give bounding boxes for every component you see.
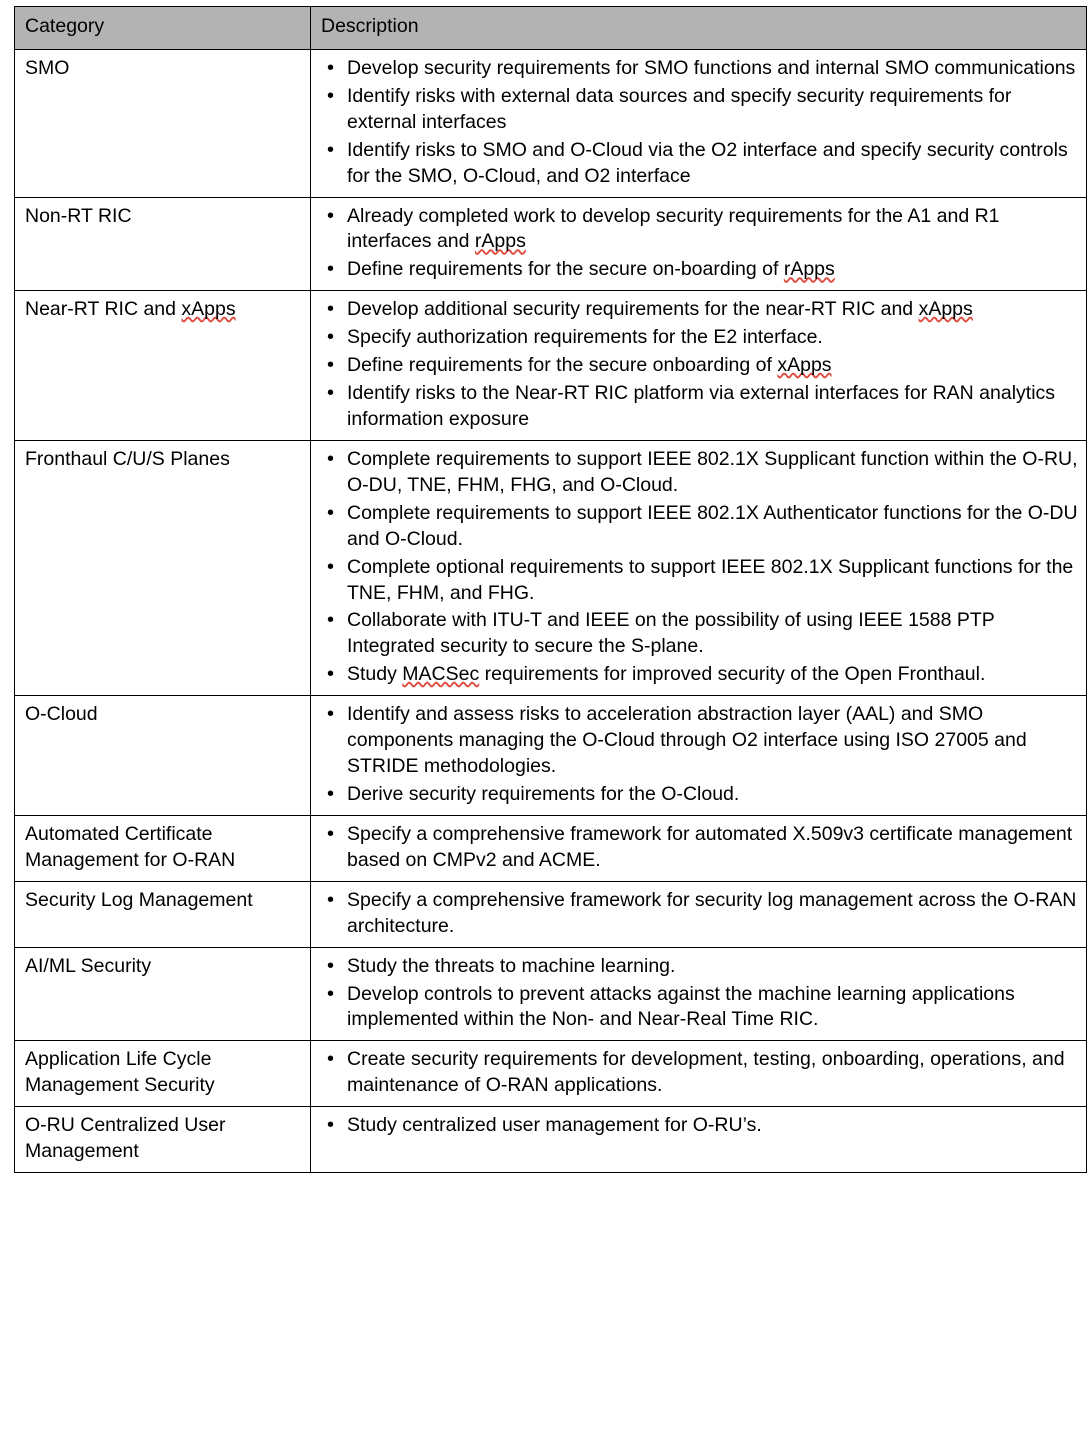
description-bullet-list (321, 1047, 1078, 1099)
category-label: Non-RT RIC (25, 204, 132, 227)
description-bullet-list (321, 954, 1078, 1034)
table-row (15, 696, 1087, 816)
category-cell (15, 881, 311, 947)
table-header (15, 7, 1087, 50)
description-cell (311, 815, 1087, 881)
description-bullet-item: • Define requirements for the secure onboarding of xApps (343, 353, 1078, 379)
description-cell (311, 881, 1087, 947)
table-row (15, 49, 1087, 197)
description-bullet-item: • Create security requirements for development, testing, onboarding, operations, and maintenance of O-RAN applications. (343, 1047, 1078, 1099)
table-row (15, 291, 1087, 441)
column-header-category: Category (15, 7, 311, 50)
description-bullet-item: • Complete requirements to support IEEE 802.1X Authenticator functions for the O-DU and O-Cloud. (343, 501, 1078, 553)
description-bullet-item: • Define requirements for the secure on-boarding of rApps (343, 257, 1078, 283)
description-cell (311, 440, 1087, 695)
description-bullet-item: • Complete optional requirements to support IEEE 802.1X Supplicant functions for the TNE, FHM, and FHG. (343, 555, 1078, 607)
spelling-error-marker: xApps (918, 298, 973, 321)
spelling-error-marker: rApps (474, 230, 526, 253)
spelling-error-marker: rApps (783, 258, 835, 281)
description-cell (311, 1041, 1087, 1107)
description-bullet-item: • Specify a comprehensive framework for security log management across the O-RAN architecture. (343, 888, 1078, 940)
description-bullet-item: • Identify risks with external data sources and specify security requirements for external interfaces (343, 84, 1078, 136)
category-cell (15, 440, 311, 695)
description-bullet-list (321, 702, 1078, 808)
description-bullet-list (321, 1113, 1078, 1139)
table-row (15, 881, 1087, 947)
column-header-description: Description (311, 7, 1087, 50)
category-cell (15, 1041, 311, 1107)
category-cell (15, 947, 311, 1041)
category-label: Application Life Cycle Management Security (25, 1048, 215, 1097)
category-cell (15, 696, 311, 816)
description-bullet-item: • Derive security requirements for the O-Cloud. (343, 782, 1078, 808)
category-label: SMO (25, 56, 70, 79)
description-bullet-item: • Develop controls to prevent attacks against the machine learning applications implemented within the Non- and Near-Real Time RIC. (343, 982, 1078, 1034)
requirements-table (14, 6, 1087, 1173)
description-bullet-list (321, 888, 1078, 940)
category-cell (15, 1107, 311, 1173)
description-bullet-item: • Identify risks to SMO and O-Cloud via the O2 interface and specify security controls for the SMO, O-Cloud, and O2 interface (343, 138, 1078, 190)
category-label: O-Cloud (25, 703, 98, 726)
description-bullet-item: • Identify and assess risks to acceleration abstraction layer (AAL) and SMO components managing the O-Cloud through O2 interface using ISO 27005 and STRIDE methodologies. (343, 702, 1078, 780)
description-bullet-item: • Specify authorization requirements for the E2 interface. (343, 325, 1078, 351)
description-bullet-item: • Specify a comprehensive framework for automated X.509v3 certificate management based on CMPv2 and ACME. (343, 822, 1078, 874)
category-cell (15, 815, 311, 881)
description-cell (311, 1107, 1087, 1173)
table-row (15, 947, 1087, 1041)
table-row (15, 440, 1087, 695)
description-bullet-list (321, 204, 1078, 284)
description-bullet-item: • Collaborate with ITU-T and IEEE on the possibility of using IEEE 1588 PTP Integrated security to secure the S-plane. (343, 608, 1078, 660)
spelling-error-marker: xApps (777, 354, 832, 377)
description-cell (311, 49, 1087, 197)
category-label: Security Log Management (25, 888, 253, 911)
description-bullet-item: • Identify risks to the Near-RT RIC platform via external interfaces for RAN analytics information exposure (343, 381, 1078, 433)
spelling-error-marker: xApps (181, 298, 236, 321)
description-cell (311, 696, 1087, 816)
category-label: O-RU Centralized User Management (25, 1114, 226, 1163)
description-bullet-item: • Study centralized user management for O-RU’s. (343, 1113, 1078, 1139)
category-label: AI/ML Security (25, 954, 152, 977)
description-bullet-item: • Already completed work to develop security requirements for the A1 and R1 interfaces and rApps (343, 204, 1078, 256)
description-cell (311, 947, 1087, 1041)
description-cell (311, 197, 1087, 291)
category-cell (15, 291, 311, 441)
description-bullet-list (321, 447, 1078, 688)
category-label: Near-RT RIC and xApps (25, 298, 236, 321)
table-row (15, 815, 1087, 881)
table-row (15, 1041, 1087, 1107)
description-bullet-list (321, 297, 1078, 433)
table-body (15, 49, 1087, 1172)
table-header-row (15, 7, 1087, 50)
description-cell (311, 291, 1087, 441)
category-label: Automated Certificate Management for O-RAN (25, 822, 236, 871)
table-row (15, 197, 1087, 291)
description-bullet-list (321, 822, 1078, 874)
category-cell (15, 197, 311, 291)
category-label: Fronthaul C/U/S Planes (25, 447, 230, 470)
category-cell (15, 49, 311, 197)
description-bullet-item: • Develop additional security requirements for the near-RT RIC and xApps (343, 297, 1078, 323)
table-row (15, 1107, 1087, 1173)
description-bullet-item: • Complete requirements to support IEEE 802.1X Supplicant function within the O-RU, O-DU, TNE, FHM, FHG, and O-Cloud. (343, 447, 1078, 499)
spelling-error-marker: MACSec (402, 663, 480, 686)
description-bullet-list (321, 56, 1078, 190)
description-bullet-item: • Study MACSec requirements for improved security of the Open Fronthaul. (343, 662, 1078, 688)
description-bullet-item: • Study the threats to machine learning. (343, 954, 1078, 980)
description-bullet-item: • Develop security requirements for SMO functions and internal SMO communications (343, 56, 1078, 82)
